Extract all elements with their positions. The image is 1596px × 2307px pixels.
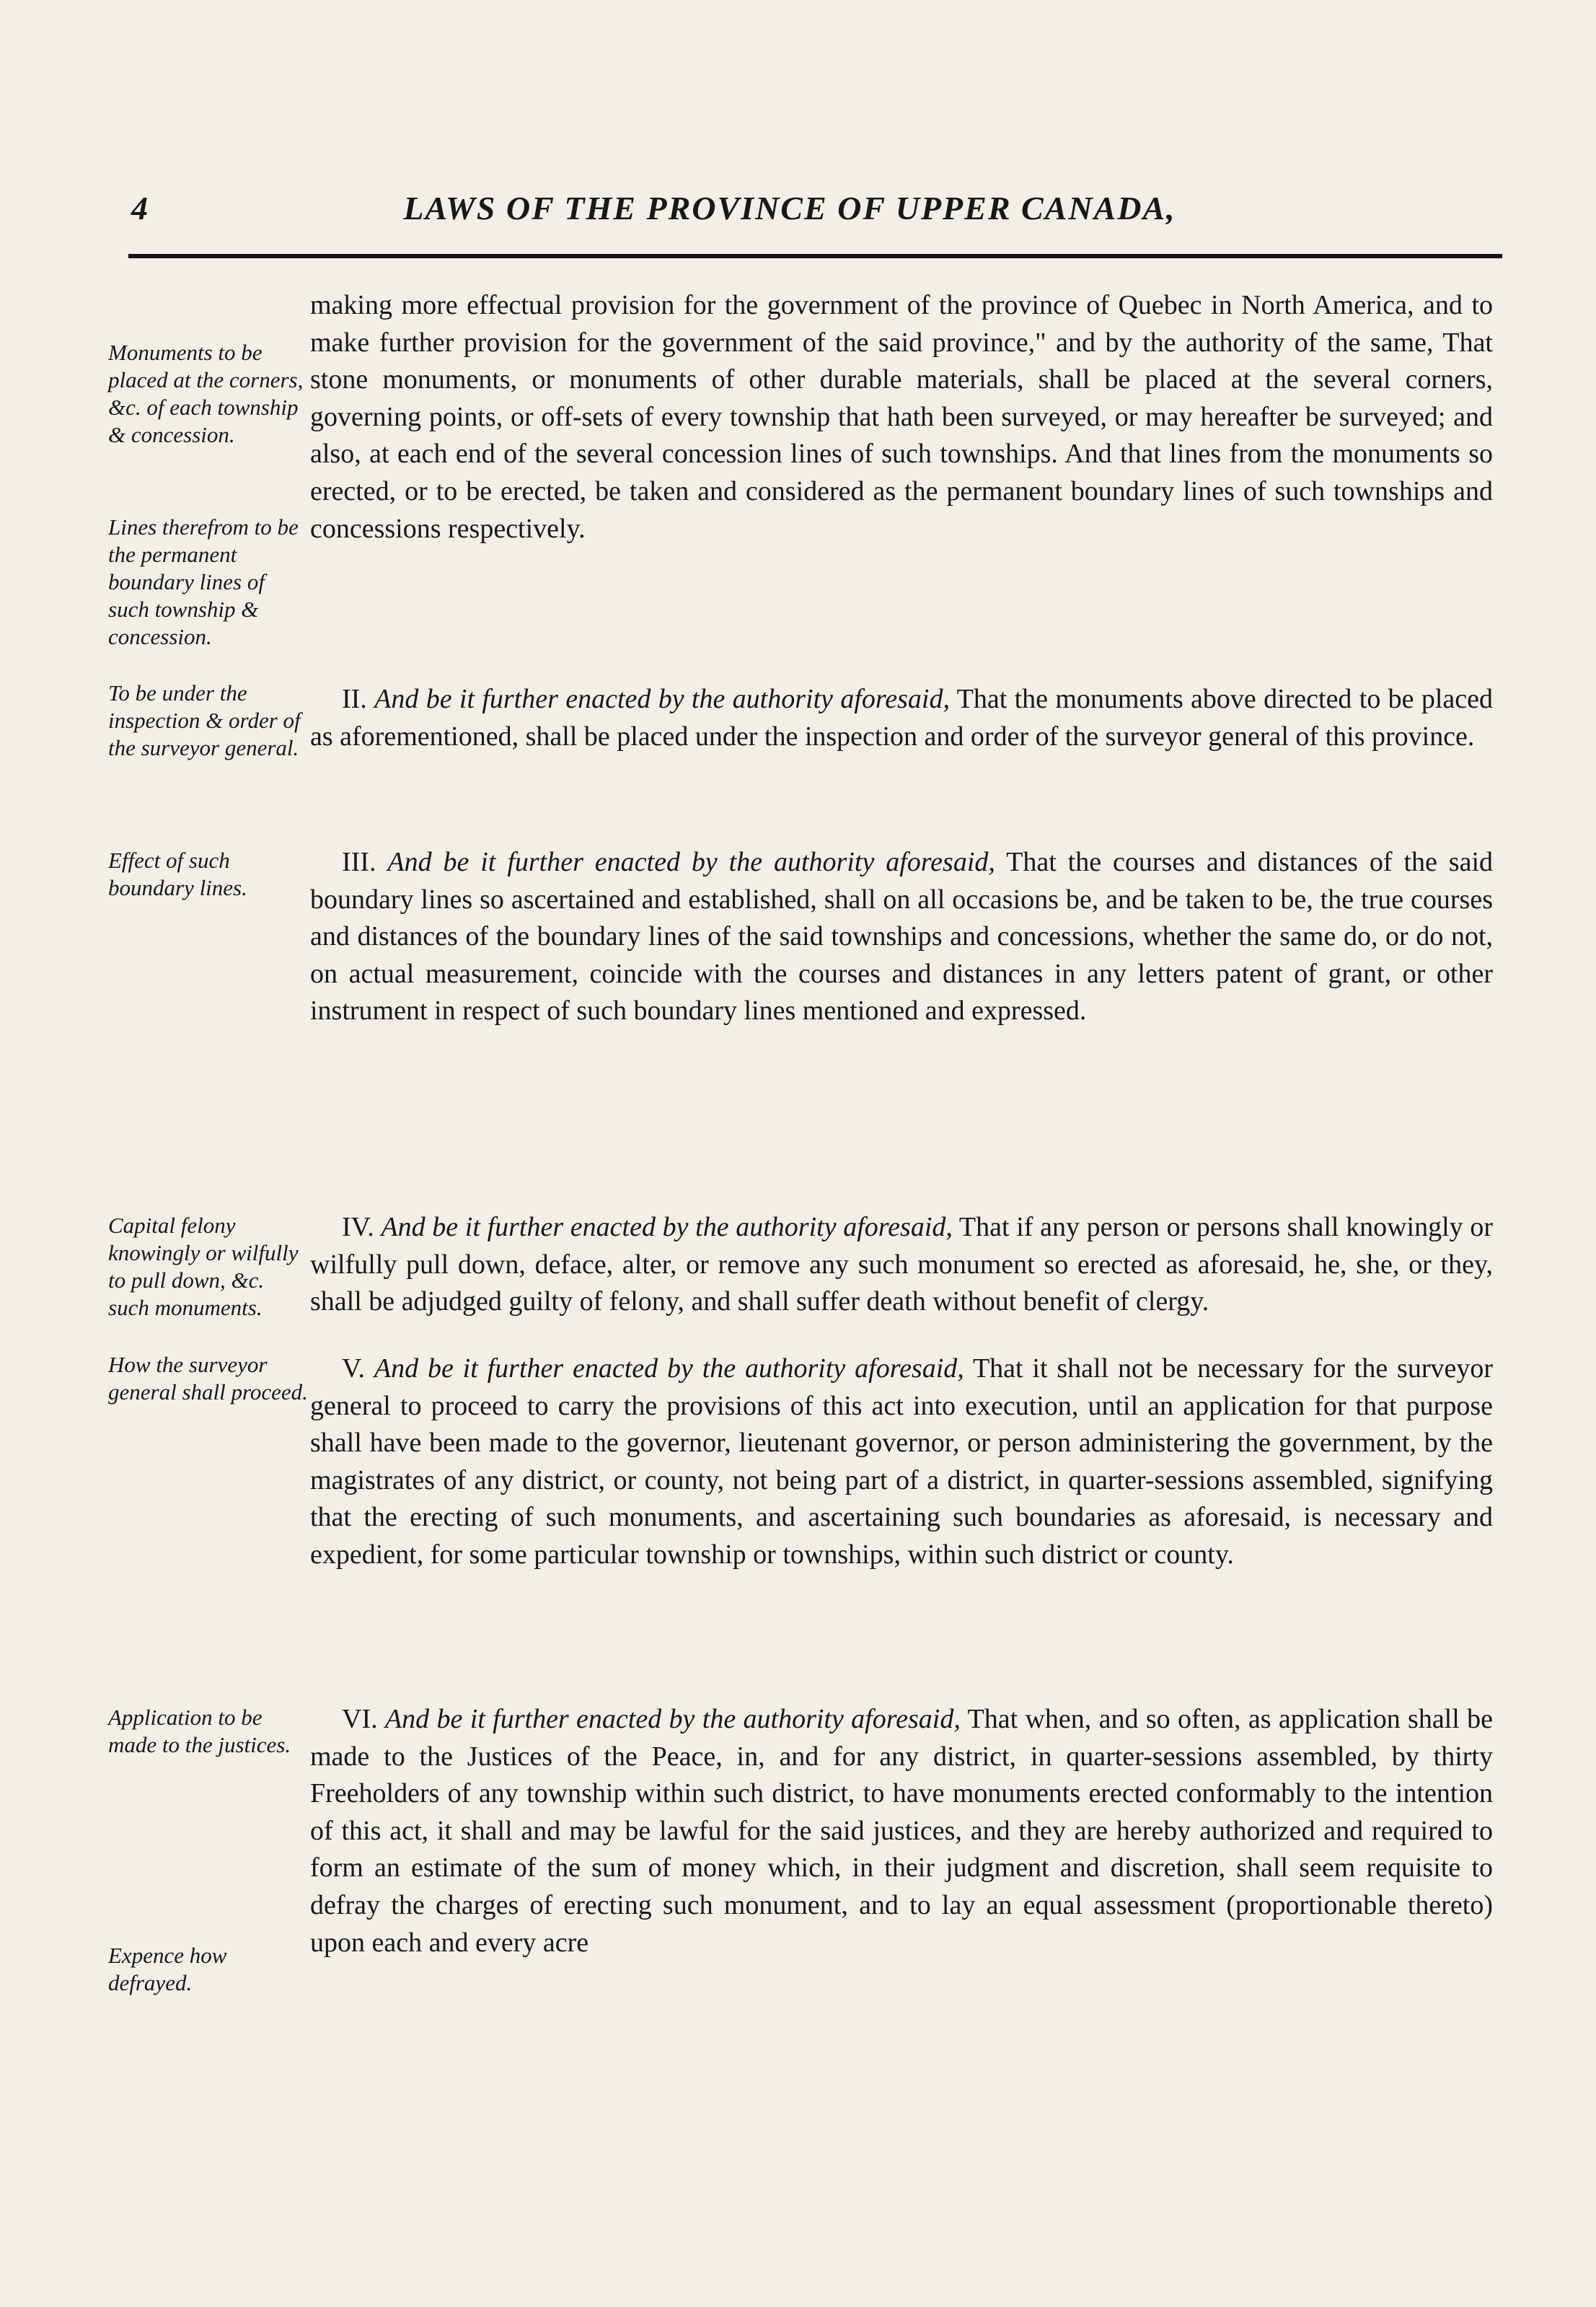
section-number: V. — [342, 1353, 366, 1384]
sidenote-application: Application to be made to the justices. — [108, 1705, 291, 1757]
section-text: That when, and so often, as application shall be made to the Justices of the Peace, in, and for any district, in quarter-sessions assembled, by thirty Freeholders of any township within such district, to have monuments erected conformably to the intention of this act, it shall and may be lawful for the said justices, and they are hereby authorized and required to form an estimate of the sum of money which, in their judgment and discretion, shall seem requisite to defray the charges of erecting such monument, and to lay an equal assessment (proportionable thereto) upon each and every acre — [310, 1704, 1494, 1958]
running-title: LAWS OF THE PROVINCE OF UPPER CANADA, — [403, 190, 1176, 227]
section-text: That the monuments above directed to be placed as aforementioned, shall be placed under the inspection and order of the surveyor general of this province. — [310, 684, 1494, 752]
section-v — [310, 1350, 1493, 1574]
sidenote-inspection: To be under the inspection & order of the surveyor general. — [108, 680, 301, 760]
sidenote-surveyor: How the surveyor general shall proceed. — [108, 1352, 308, 1405]
header-rule — [128, 254, 1502, 258]
enacting-clause: And be it further enacted by the authority aforesaid, — [374, 1353, 964, 1384]
sidenote-expence: Expence how defrayed. — [108, 1943, 227, 1995]
sidenote-lines: Lines therefrom to be the permanent boundary lines of such township & concession. — [108, 514, 299, 649]
section-number: II. — [342, 684, 367, 714]
enacting-clause: And be it further enacted by the authority aforesaid, — [374, 684, 950, 714]
sidenote-felony: Capital felony knowingly or wilfully to pull down, &c. such monuments. — [108, 1213, 299, 1320]
section-number: VI. — [342, 1704, 378, 1734]
section-text: That if any person or persons shall knowingly or wilfully pull down, deface, alter, or remove any such monument so erected as aforesaid, he, she, or they, shall be adjudged guilty of felony, and shall suffer death without benefit of clergy. — [310, 1212, 1493, 1317]
sidenote-monuments: Monuments to be placed at the corners, &c. of each township & concession. — [108, 340, 304, 447]
enacting-clause: And be it further enacted by the authority aforesaid, — [384, 1704, 961, 1734]
section-text: making more effectual provision for the government of the province of Quebec in North America, and to make further provision for the government of the said province," and by the authority of the same, That stone monuments, or monuments of other durable materials, shall be placed at the several corners, governing points, or off-sets of every township that hath been surveyed, or may hereafter be surveyed; and also, at each end of the several concession lines of such townships. And that lines from the monuments so erected, or to be erected, be taken and considered as the permanent boundary lines of such townships and concessions respectively. — [310, 290, 1493, 544]
section-ii — [310, 681, 1493, 755]
page-number: 4 — [131, 190, 148, 227]
enacting-clause: And be it further enacted by the authority aforesaid, — [387, 847, 995, 877]
sidenote-effect: Effect of such boundary lines. — [108, 848, 247, 900]
enacting-clause: And be it further enacted by the authority aforesaid, — [381, 1212, 953, 1242]
section-number: III. — [342, 847, 376, 877]
section-text: That it shall not be necessary for the surveyor general to proceed to carry the provisions of this act into execution, until an application for that purpose shall have been made to the governor, lieutenant governor, or person administering the government, by the magistrates of any district, or county, not being part of a district, in quarter-sessions assembled, signifying that the erecting of such monuments, and ascertaining such boundaries as aforesaid, is necessary and expedient, for some particular township or townships, within such district or county. — [310, 1353, 1493, 1570]
section-number: IV. — [342, 1212, 374, 1242]
section-continuation — [310, 287, 1493, 548]
section-text: That the courses and distances of the said boundary lines so ascertained and established, shall on all occasions be, and be taken to be, the true courses and distances of the boundary lines of the said townships and concessions, whether the same do, or do not, on actual measurement, coincide with the courses and distances in any letters patent of grant, or other instrument in respect of such boundary lines mentioned and expressed. — [310, 847, 1494, 1027]
section-iii — [310, 844, 1493, 1030]
section-iv — [310, 1209, 1493, 1321]
section-vi — [310, 1701, 1493, 1961]
